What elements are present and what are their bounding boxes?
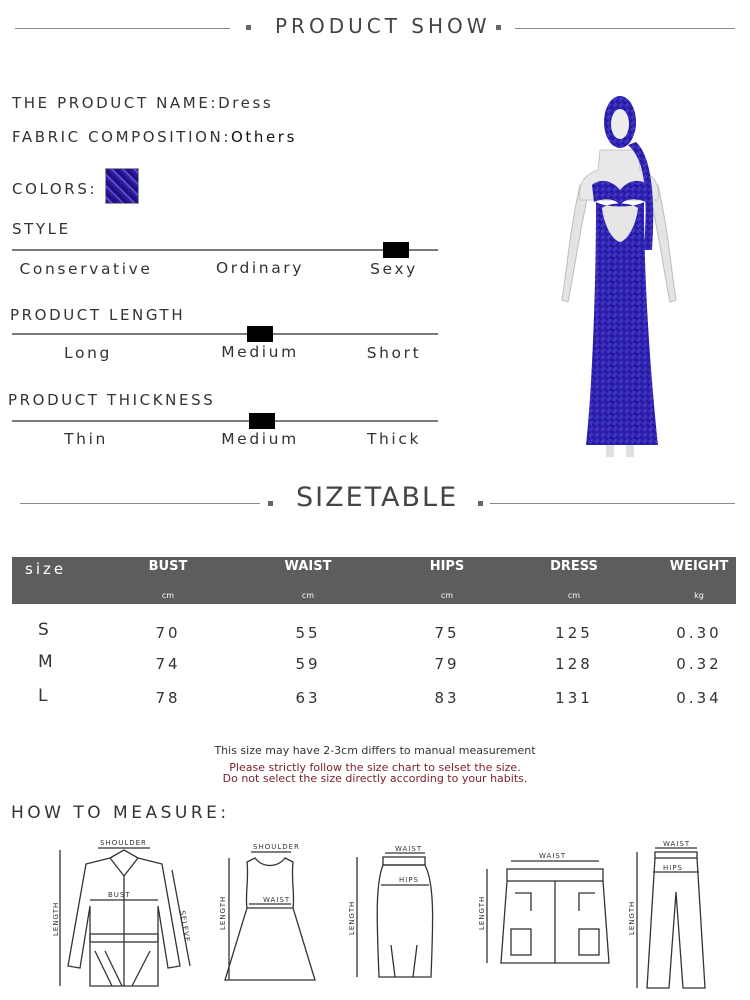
color-swatch[interactable] (105, 168, 139, 204)
label-length: LENGTH (52, 901, 60, 936)
cell-dress: 131 (555, 689, 593, 707)
dress-measure-sketch (215, 840, 325, 990)
col-waist-unit: cm (301, 591, 315, 600)
cell-waist: 59 (295, 655, 321, 673)
thickness-track (12, 420, 438, 422)
cell-weight: 0.30 (676, 624, 722, 642)
thickness-title: PRODUCT THICKNESS (8, 391, 216, 409)
style-option-ordinary: Ordinary (215, 259, 305, 277)
label-length: LENGTH (219, 895, 227, 930)
cell-hips: 79 (434, 655, 460, 673)
sizetable-rule-right (490, 503, 735, 504)
length-option-medium: Medium (221, 343, 299, 361)
measurement-note: This size may have 2-3cm differs to manual measurement (214, 744, 536, 757)
style-title: STYLE (12, 220, 71, 238)
col-bust-header: BUST (148, 559, 188, 574)
length-marker (247, 326, 273, 342)
col-waist-header: WAIST (284, 559, 332, 574)
product-name (12, 94, 273, 112)
label-waist: WAIST (539, 852, 567, 860)
style-track (12, 249, 438, 251)
row-size: S (38, 620, 49, 640)
header-square-left (246, 25, 251, 30)
fabric-label: FABRIC COMPOSITION: (12, 128, 231, 146)
length-track (12, 333, 438, 335)
header-square-right (496, 25, 501, 30)
sizetable-rule-left (20, 503, 260, 504)
style-option-conservative: Conservative (19, 260, 153, 278)
cell-weight: 0.34 (676, 689, 722, 707)
top-measure-sketch (50, 836, 200, 996)
thickness-option-medium: Medium (221, 430, 299, 448)
pants-measure-sketch (625, 840, 725, 995)
shorts-measure-sketch (475, 845, 625, 975)
thickness-option-thick: Thick (366, 430, 422, 448)
style-marker (383, 242, 409, 258)
label-sleeve: SELEVE (178, 909, 192, 944)
cell-bust: 74 (155, 655, 181, 673)
col-dress-header: DRESS (550, 559, 598, 574)
cell-hips: 83 (434, 689, 460, 707)
col-weight-unit: kg (694, 591, 704, 600)
col-bust-unit: cm (161, 591, 175, 600)
size-table-header (12, 557, 736, 604)
col-dress-unit: cm (567, 591, 581, 600)
header-rule-right (515, 28, 735, 29)
label-shoulder: SHOULDER (100, 839, 147, 847)
cell-hips: 75 (434, 624, 460, 642)
cell-bust: 78 (155, 689, 181, 707)
product-name-label: THE PRODUCT NAME: (12, 94, 219, 112)
thickness-marker (249, 413, 275, 429)
cell-dress: 125 (555, 624, 593, 642)
row-size: L (38, 686, 48, 706)
how-to-measure-title: HOW TO MEASURE: (11, 803, 230, 823)
col-hips-header: HIPS (429, 559, 465, 574)
colors-label: COLORS: (12, 180, 98, 198)
label-waist: WAIST (395, 845, 423, 853)
cell-waist: 63 (295, 689, 321, 707)
label-hips: HIPS (399, 876, 419, 884)
size-column-header: size (25, 560, 67, 578)
label-hips: HIPS (663, 864, 683, 872)
cell-weight: 0.32 (676, 655, 722, 673)
label-waist: WAIST (263, 896, 291, 904)
warning-line-1: Please strictly follow the size chart to selset the size. (229, 761, 521, 774)
product-image (540, 90, 700, 470)
label-bust: BUST (108, 891, 131, 899)
sizetable-square-left (268, 501, 273, 506)
header-rule-left (15, 28, 230, 29)
warning-line-2: Do not select the size directly according to your habits. (222, 772, 528, 785)
length-option-short: Short (366, 344, 422, 362)
cell-bust: 70 (155, 624, 181, 642)
label-shoulder: SHOULDER (253, 843, 300, 851)
fabric-composition (12, 128, 297, 146)
skirt-measure-sketch (345, 845, 445, 990)
product-name-value: Dress (218, 94, 274, 112)
col-hips-unit: cm (440, 591, 454, 600)
cell-dress: 128 (555, 655, 593, 673)
sizetable-square-right (478, 501, 483, 506)
style-option-sexy: Sexy (370, 260, 418, 278)
row-size: M (38, 652, 53, 672)
sizetable-title: SIZETABLE (296, 482, 459, 513)
label-length: LENGTH (628, 900, 636, 935)
label-length: LENGTH (478, 895, 486, 930)
label-waist: WAIST (663, 840, 691, 848)
page-title: PRODUCT SHOW (275, 14, 491, 38)
thickness-option-thin: Thin (64, 430, 108, 448)
length-option-long: Long (64, 344, 112, 362)
label-length: LENGTH (348, 900, 356, 935)
col-weight-header: WEIGHT (669, 559, 729, 574)
cell-waist: 55 (295, 624, 321, 642)
length-title: PRODUCT LENGTH (10, 306, 186, 324)
fabric-value: Others (230, 128, 297, 146)
